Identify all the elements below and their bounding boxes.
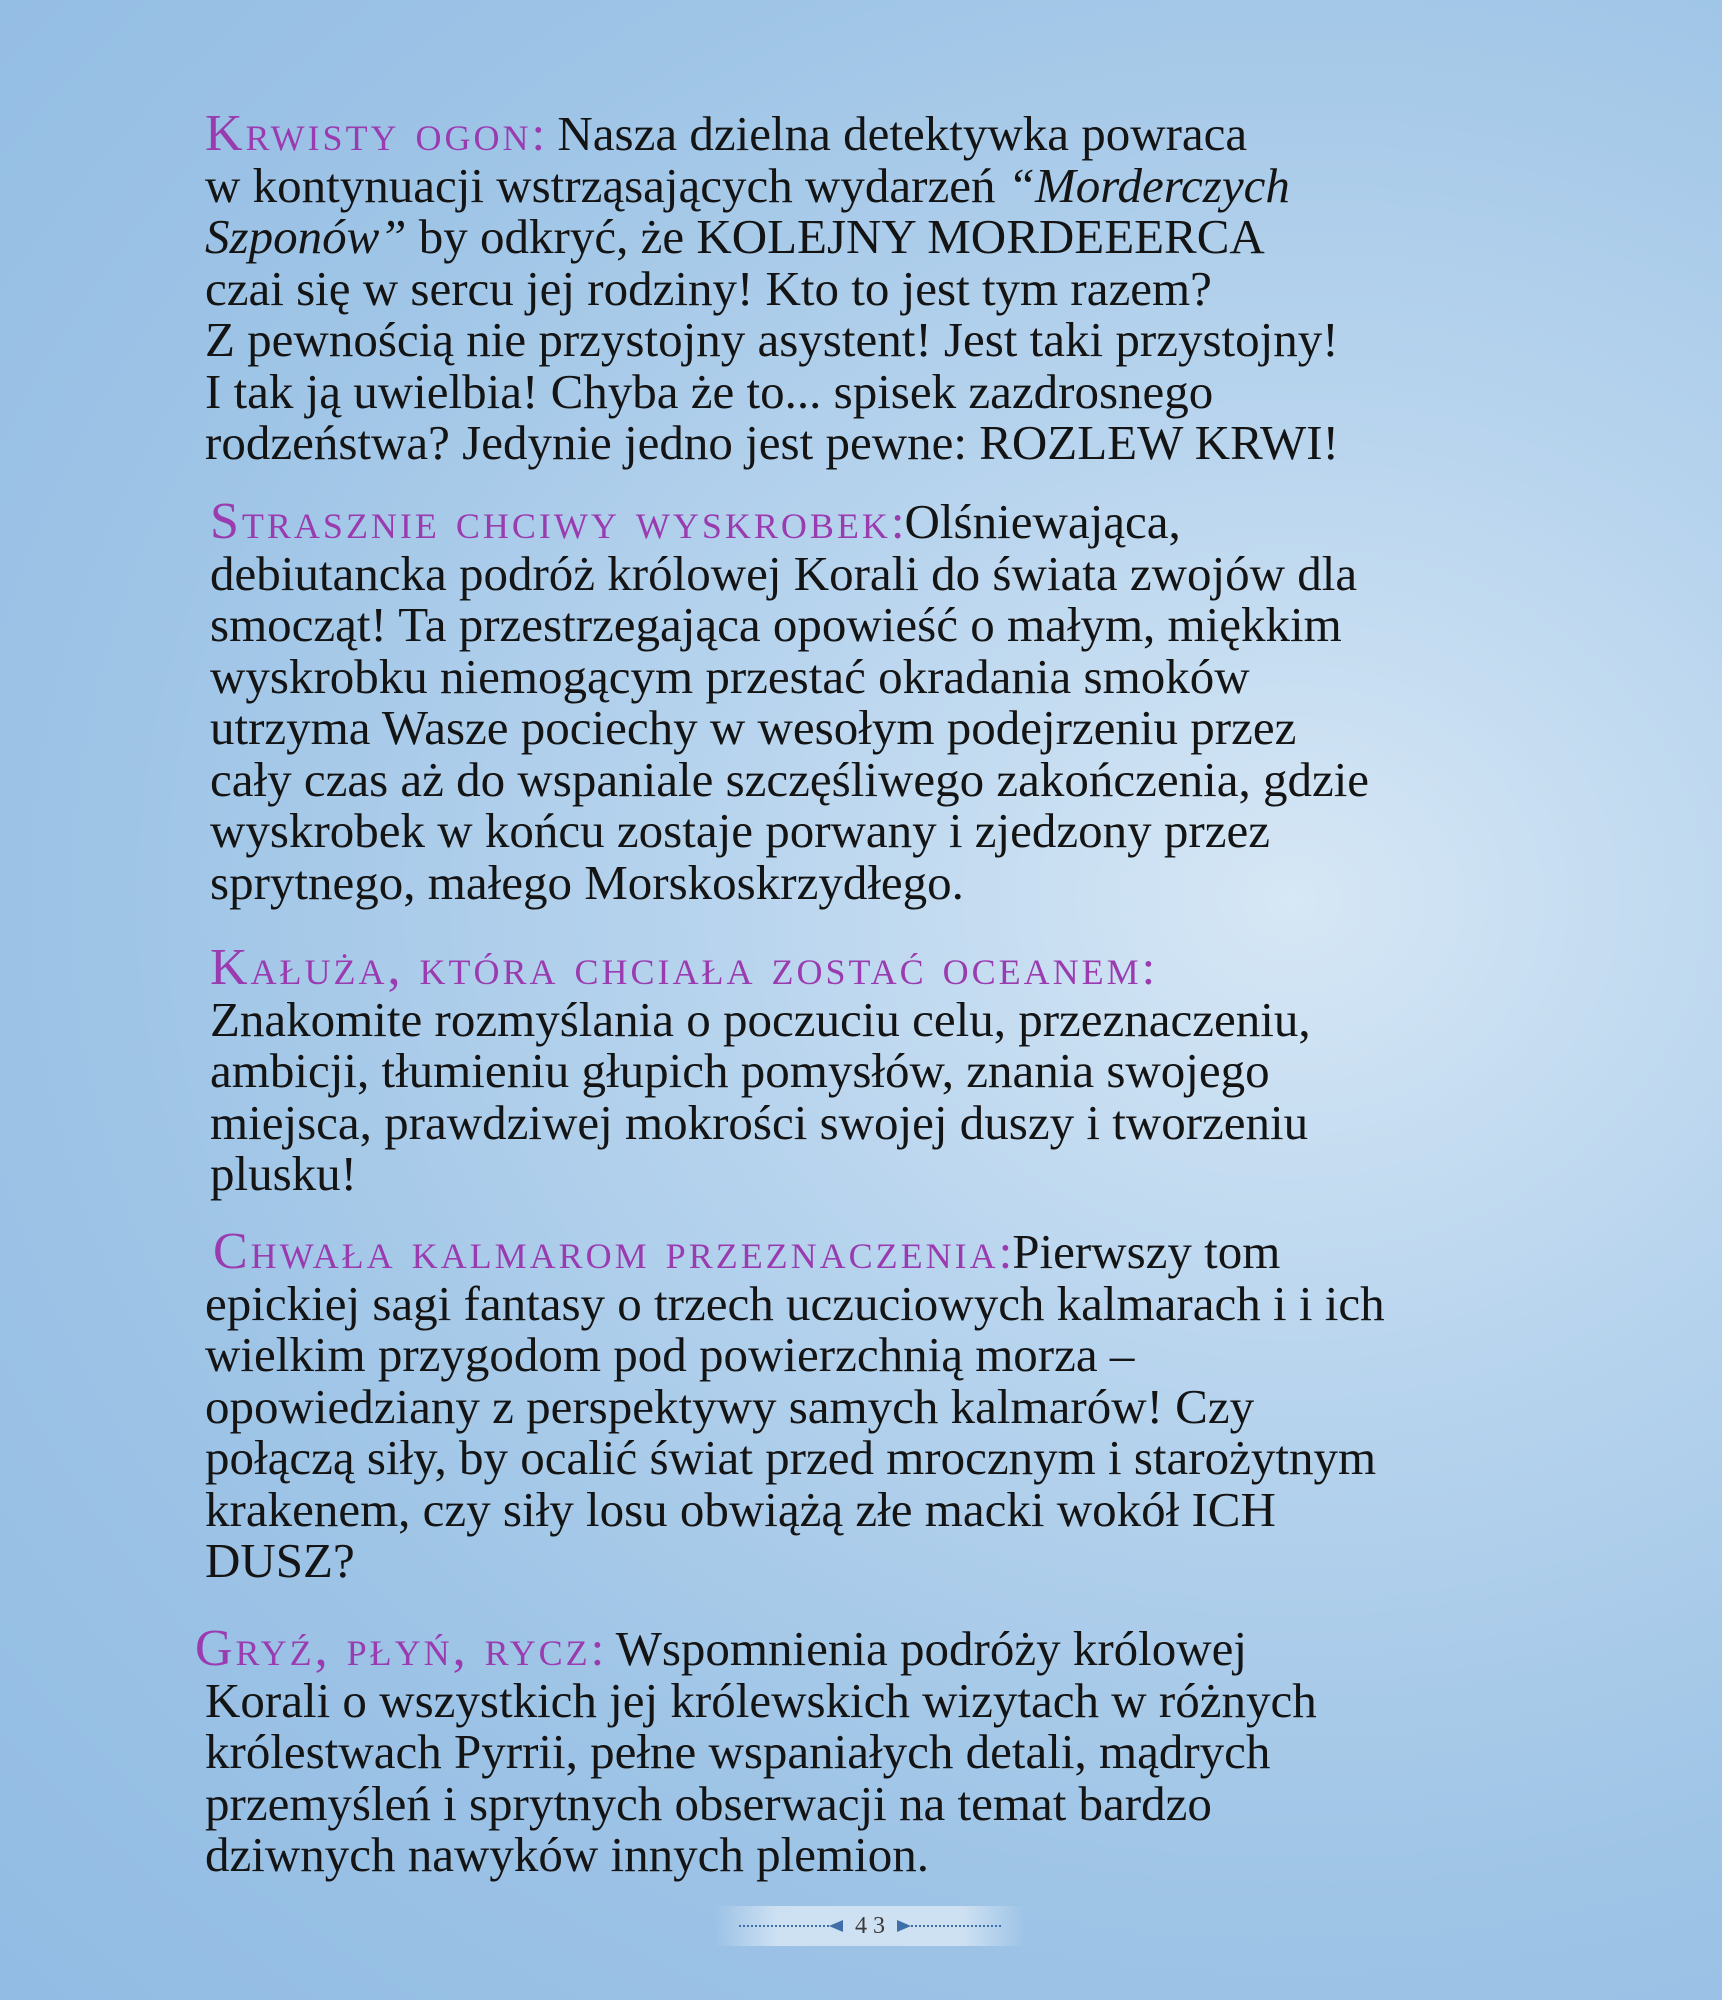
entry-title: Krwisty ogon <box>205 105 532 162</box>
entry-text: dziwnych nawyków innych plemion. <box>205 1827 929 1882</box>
entry-text: miejsca, prawdziwej mokrości swojej duszy i tworzeniu <box>210 1094 1309 1150</box>
entry-text: utrzyma Wasze pociechy w wesołym podejrzeniu przez <box>210 700 1297 755</box>
entry-title: Chwała kalmarom przeznaczenia <box>213 1223 999 1280</box>
entry-line <box>205 157 1505 213</box>
entry-text: Wspomnienia podróży królowej <box>615 1621 1248 1676</box>
entry-text: Nasza dzielna detektywka powraca <box>557 106 1248 161</box>
entry-text: Olśniewająca, <box>904 494 1181 549</box>
entry-text: Korali o wszystkich jej królewskich wizytach w różnych <box>205 1672 1317 1728</box>
entry-text: połączą siły, by ocalić świat przed mrocznym i starożytnym <box>205 1430 1377 1485</box>
entry-text: debiutancka podróż królowej Korali do świata zwojów dla <box>210 545 1358 601</box>
entry-line <box>195 1620 1495 1677</box>
entry-text: I tak ją uwielbia! Chyba że to... spisek zazdrosnego <box>205 363 1214 419</box>
entry-line <box>210 939 1510 996</box>
entry-line <box>205 105 1505 162</box>
entry-title: Gryź, płyń, rycz <box>195 1620 591 1677</box>
footer-dotted-rule-right <box>911 1925 1001 1927</box>
title-separator: : <box>531 106 546 161</box>
entry-italic-text: Szponów” <box>205 209 407 264</box>
entry-text: Znakomite rozmyślania o poczuciu celu, przeznaczeniu, <box>210 991 1311 1047</box>
entry-italic-text: “Morderczych <box>1007 157 1290 213</box>
entry-text: wielkim przygodom pod powierzchnią morza – <box>205 1327 1135 1382</box>
title-separator: : <box>890 494 905 549</box>
entry-line <box>205 1223 1565 1280</box>
book-entry-chwala-kalmarom <box>205 1223 1565 1588</box>
entry-text: Z pewnością nie przystojny asystent! Jest taki przystojny! <box>205 312 1339 367</box>
entry-title: Kałuża, która chciała zostać oceanem <box>210 939 1142 996</box>
book-entry-krwisty-ogon <box>205 105 1505 470</box>
entry-line <box>210 493 1560 550</box>
book-entry-gryz-plyn-rycz <box>195 1620 1495 1882</box>
entry-line <box>205 211 1505 263</box>
entry-text: opowiedziany z perspektywy samych kalmarów! Czy <box>205 1378 1255 1434</box>
book-entry-kaluza <box>210 939 1510 1201</box>
entry-text: plusku! <box>210 1146 357 1201</box>
entry-text: w kontynuacji wstrząsających wydarzeń <box>205 157 996 213</box>
entry-text: rodzeństwa? Jedynie jedno jest pewne: ROZLEW KRWI! <box>205 415 1339 470</box>
entry-text: sprytnego, małego Morskoskrzydłego. <box>210 854 964 910</box>
arrow-left-icon <box>829 1920 843 1932</box>
entry-text: epickiej sagi fantasy o trzech uczuciowych kalmarach i i ich <box>205 1275 1385 1331</box>
entry-text: przemyśleń i sprytnych obserwacji na temat bardzo <box>205 1775 1212 1831</box>
page-number: 43 <box>855 1912 891 1939</box>
entry-text: DUSZ? <box>205 1533 355 1588</box>
title-separator: : <box>998 1224 1013 1279</box>
entry-text: krakenem, czy siły losu obwiążą złe macki wokół ICH <box>205 1481 1276 1537</box>
entry-text: smocząt! Ta przestrzegająca opowieść o małym, miękkim <box>210 597 1342 652</box>
entry-text: królestwach Pyrrii, pełne wspaniałych detali, mądrych <box>205 1724 1271 1779</box>
entry-text: wyskrobek w końcu zostaje porwany i zjedzony przez <box>210 803 1270 858</box>
entry-text: by odkryć, że KOLEJNY MORDEEERCA <box>406 209 1265 264</box>
arrow-right-icon <box>897 1920 911 1932</box>
entry-text: czai się w sercu jej rodziny! Kto to jest tym razem? <box>205 260 1212 316</box>
book-entry-strasznie-chciwy-wyskrobek <box>210 493 1560 910</box>
page-footer <box>715 1906 1025 1946</box>
entry-text: ambicji, tłumieniu głupich pomysłów, znania swojego <box>210 1043 1270 1098</box>
footer-dotted-rule-left <box>739 1925 829 1927</box>
entry-text: cały czas aż do wspaniale szczęśliwego zakończenia, gdzie <box>210 751 1370 807</box>
title-separator: : <box>590 1621 605 1676</box>
entry-text: wyskrobku niemogącym przestać okradania smoków <box>210 648 1250 704</box>
title-separator: : <box>1141 940 1156 995</box>
entry-text: Pierwszy tom <box>1012 1224 1281 1279</box>
entry-title: Strasznie chciwy wyskrobek <box>210 493 891 550</box>
